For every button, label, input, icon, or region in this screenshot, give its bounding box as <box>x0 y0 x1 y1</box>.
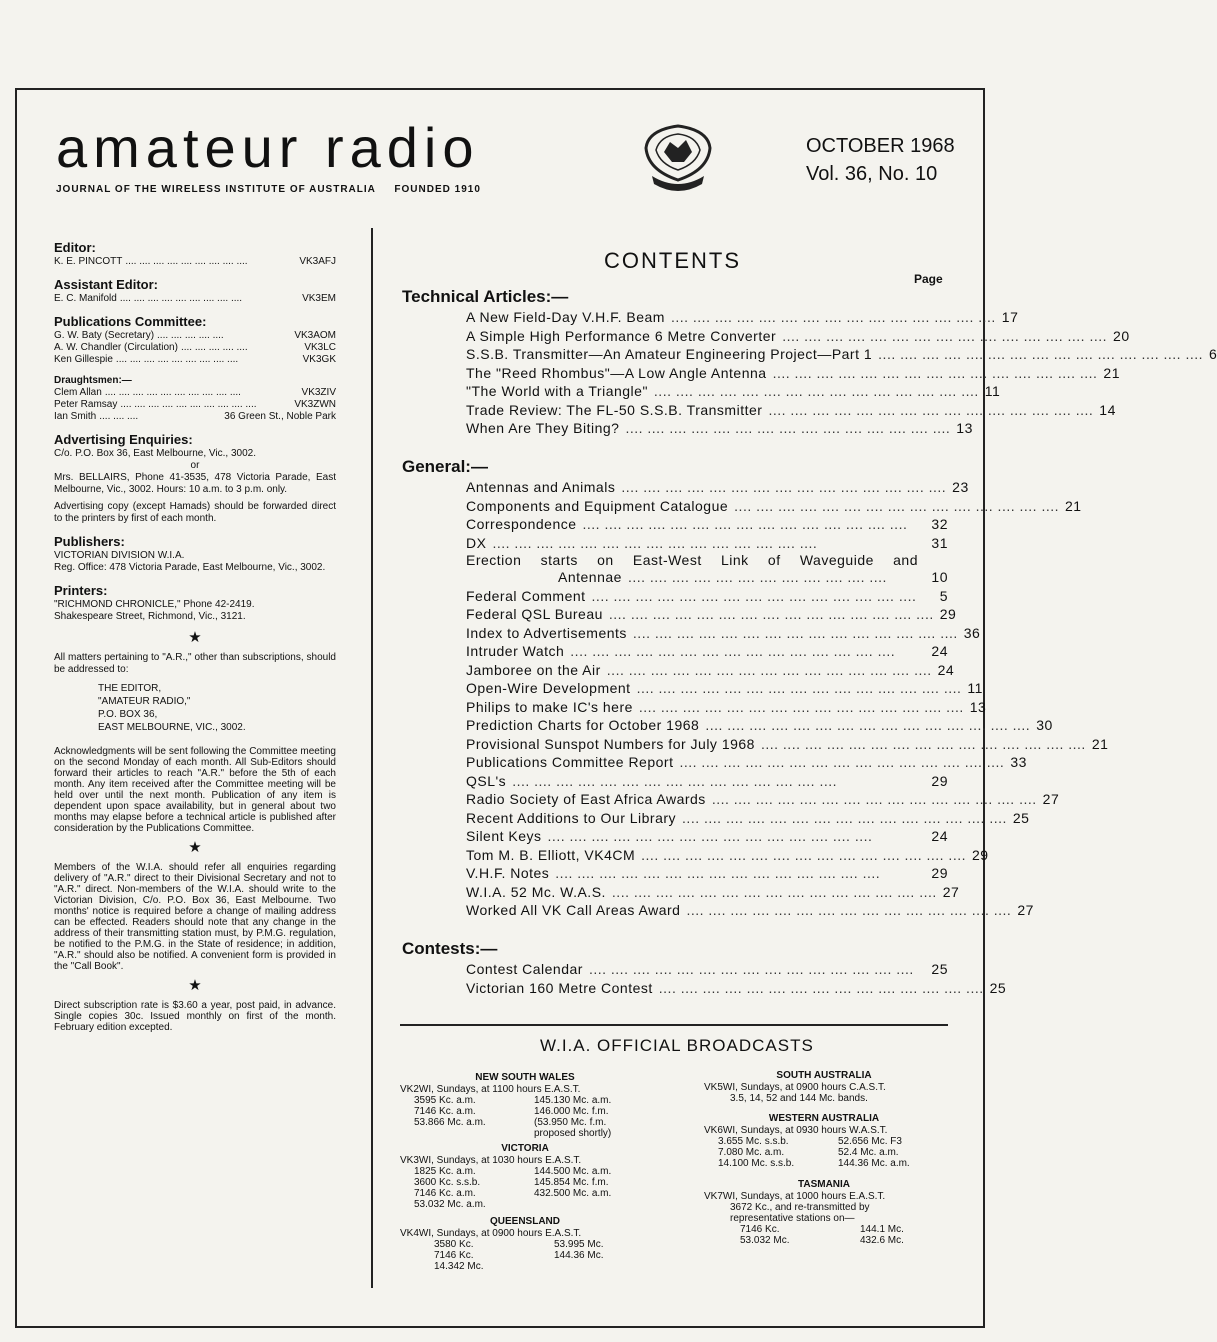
printers-heading: Printers: <box>54 583 108 598</box>
frequency: 7146 Kc. <box>434 1250 474 1261</box>
frequency-row <box>414 1177 650 1188</box>
toc-item-title: Silent Keys <box>466 828 542 844</box>
broadcasts-title: W.I.A. OFFICIAL BROADCASTS <box>540 1036 814 1055</box>
contests-section <box>402 938 1007 997</box>
advertising-or: or <box>190 460 200 471</box>
draught-address: 36 Green St., Noble Park <box>224 411 336 422</box>
toc-item <box>402 979 1007 998</box>
toc-item <box>402 772 948 791</box>
frequency: 7.080 Mc. a.m. <box>718 1147 785 1158</box>
toc-item-page: 31 <box>931 534 948 551</box>
frequency-row <box>740 1235 944 1246</box>
frequency: proposed shortly) <box>534 1128 612 1139</box>
toc-item-title: Philips to make IC's here <box>466 698 633 715</box>
toc-leader: .... .... .... .... .... .... .... .... .... .... .... .... .... .... .... <box>705 717 1031 733</box>
state-heading: SOUTH AUSTRALIA <box>776 1070 872 1081</box>
toc-leader: .... .... .... .... .... .... .... .... .... .... .... .... .... .... .... <box>512 772 838 789</box>
toc-leader: .... .... .... .... .... .... .... .... .... .... .... .... .... .... .... <box>679 754 1005 770</box>
frequency-row <box>718 1158 944 1169</box>
asst-editor-heading: Assistant Editor: <box>54 277 159 292</box>
toc-leader: .... .... .... .... .... .... .... .... .... .... .... .... .... .... .... <box>608 606 934 622</box>
toc-item-title: Antennas and Animals <box>466 479 616 495</box>
toc-leader: .... .... .... .... .... .... .... .... .... .... .... .... .... .... .... <box>638 698 964 715</box>
toc-item-title: Publications Committee Report <box>466 754 674 770</box>
toc-item <box>402 624 981 643</box>
toc-leader: .... .... .... .... .... .... .... .... .... .... .... .... .... .... .... <box>588 961 914 977</box>
address-line: EAST MELBOURNE, VIC., 3002. <box>98 722 246 733</box>
toc-leader: .... .... .... .... .... .... .... .... .... .... .... .... .... .... .... <box>641 846 966 863</box>
address-line: "AMATEUR RADIO," <box>98 696 191 707</box>
toc-leader: .... .... .... .... .... .... .... .... .... .... .... .... .... .... .... <box>734 497 1060 514</box>
station-bands: 3.5, 14, 52 and 144 Mc. bands. <box>730 1093 868 1104</box>
toc-item-page: 17 <box>1001 309 1019 325</box>
frequency-row <box>740 1224 944 1235</box>
toc-item <box>402 419 973 438</box>
toc-item <box>402 364 1120 383</box>
toc-item <box>402 735 1109 754</box>
star-divider: ★ <box>188 839 202 856</box>
toc-item-page: 25 <box>931 961 948 977</box>
toc-item <box>402 587 948 606</box>
state-heading: WESTERN AUSTRALIA <box>768 1113 880 1124</box>
toc-item-title: W.I.A. 52 Mc. W.A.S. <box>466 883 606 900</box>
frequency: 145.130 Mc. a.m. <box>534 1095 612 1106</box>
toc-leader: .... .... .... .... .... .... .... .... .... .... .... .... .... .... .... <box>760 735 1086 752</box>
frequency: 3600 Kc. s.s.b. <box>414 1177 481 1188</box>
toc-item-title: A Simple High Performance 6 Metre Converter <box>466 327 777 344</box>
toc-item-title: Contest Calendar <box>466 961 583 977</box>
toc-item-page: 10 <box>931 569 948 585</box>
advertising-copy-note: Advertising copy (except Hamads) should be forwarded direct to the printers by first of each month. <box>54 501 336 524</box>
draughtsmen-heading: Draughtsmen:— <box>54 375 132 386</box>
toc-leader: .... .... .... .... .... .... .... .... .... .... .... .... .... .... .... <box>625 420 951 436</box>
toc-item-title: Federal QSL Bureau <box>466 606 603 622</box>
toc-item-title: Tom M. B. Elliott, VK4CM <box>466 846 636 863</box>
toc-leader: .... .... .... .... .... .... .... .... .... .... .... .... .... .... .... <box>782 327 1108 344</box>
station-schedule: VK3WI, Sundays, at 1030 hours E.A.S.T. <box>400 1155 582 1166</box>
staff-column <box>54 240 336 1033</box>
toc-item-page: 29 <box>972 846 989 863</box>
toc-item-page: 33 <box>1010 754 1027 770</box>
matters-note: All matters pertaining to "A.R.," other than subscriptions, should be addressed to: <box>54 652 336 675</box>
toc-item-page: 29 <box>931 772 948 789</box>
toc-item <box>402 698 987 717</box>
state-heading: QUEENSLAND <box>489 1216 560 1227</box>
toc-leader: .... .... .... .... .... .... .... .... .... .... .... .... .... .... .... <box>878 346 1204 362</box>
toc-item-title: Antennae <box>558 569 622 585</box>
toc-item <box>402 716 1053 735</box>
toc-item-page: 24 <box>931 643 948 659</box>
issue-month: OCTOBER 1968 <box>806 135 955 157</box>
issue-volume: Vol. 36, No. 10 <box>806 163 938 185</box>
publishers-name: VICTORIAN DIVISION W.I.A. <box>54 550 185 561</box>
contests-heading: Contests:— <box>402 939 498 958</box>
toc-item-page: 25 <box>989 979 1007 996</box>
toc-item <box>402 827 948 846</box>
frequency: 14.342 Mc. <box>434 1261 484 1272</box>
asst-editor-row: E. C. Manifold .... .... .... .... .... .... .... .... .... VK3EM <box>54 293 336 304</box>
frequency: 53.995 Mc. <box>554 1239 604 1250</box>
toc-item-title: Radio Society of East Africa Awards <box>466 791 706 807</box>
frequency: 432.500 Mc. a.m. <box>534 1188 612 1199</box>
pub-name: G. W. Baty (Secretary) <box>54 330 155 341</box>
toc-item <box>402 534 948 553</box>
toc-item <box>402 753 1027 772</box>
station-schedule: VK5WI, Sundays, at 0900 hours C.A.S.T. <box>704 1082 886 1093</box>
draught-row: Peter Ramsay .... .... .... .... .... .... .... .... .... .... VK3ZWN <box>54 399 336 410</box>
toc-item-page: 23 <box>952 479 969 495</box>
toc-item-title: "The World with a Triangle" <box>466 383 648 399</box>
frequency: 144.1 Mc. <box>860 1224 904 1235</box>
toc-leader: .... .... .... .... .... .... .... .... .... .... .... .... .... .... .... <box>621 479 947 495</box>
toc-leader: .... .... .... .... .... .... .... .... .... .... .... .... .... .... .... <box>686 902 1012 918</box>
station-schedule: VK4WI, Sundays, at 0900 hours E.A.S.T. <box>400 1228 582 1239</box>
toc-item <box>402 345 1217 364</box>
station-note: 3672 Kc., and re-transmitted by <box>730 1202 870 1213</box>
printers-name: "RICHMOND CHRONICLE," Phone 42-2419. <box>54 599 255 610</box>
toc-item-title: Federal Comment <box>466 587 586 604</box>
masthead-title: amateur radio <box>56 116 480 179</box>
toc-item-page: 21 <box>1103 364 1120 381</box>
broadcast-nsw <box>400 1072 650 1272</box>
toc-leader: .... .... .... .... .... .... .... .... .... .... .... .... .... .... .... <box>547 828 873 844</box>
toc-leader: .... .... .... .... .... .... .... .... .... .... .... .... .... .... .... <box>711 791 1037 807</box>
toc-item-page: 27 <box>942 883 960 900</box>
toc-item-page: 13 <box>969 698 987 715</box>
state-heading: NEW SOUTH WALES <box>475 1072 575 1083</box>
toc-leader: .... .... .... .... .... .... .... .... .... .... .... .... .... .... .... <box>772 364 1098 381</box>
toc-item-title: Prediction Charts for October 1968 <box>466 717 700 733</box>
pub-callsign: VK3AOM <box>294 330 336 341</box>
editor-name: K. E. PINCOTT <box>54 256 123 267</box>
editor-row: K. E. PINCOTT .... .... .... .... .... .... .... .... .... VK3AFJ <box>54 256 336 267</box>
toc-item-page: 36 <box>963 624 981 641</box>
frequency-row <box>434 1261 650 1272</box>
toc-item-title: The "Reed Rhombus"—A Low Angle Antenna <box>466 364 767 381</box>
toc-item <box>402 515 948 534</box>
frequency-row <box>414 1117 650 1128</box>
advertising-heading: Advertising Enquiries: <box>54 432 193 447</box>
toc-item-page: 6 <box>1209 346 1217 362</box>
frequency: 144.500 Mc. a.m. <box>534 1166 612 1177</box>
frequency: 144.36 Mc. <box>554 1250 604 1261</box>
pub-row: G. W. Baty (Secretary) .... .... .... .... .... VK3AOM <box>54 330 336 341</box>
printers-address: Shakespeare Street, Richmond, Vic., 3121. <box>54 611 246 622</box>
wia-emblem-icon <box>638 118 718 198</box>
address-line: THE EDITOR, <box>98 683 162 694</box>
frequency <box>414 1128 534 1139</box>
frequency: 52.656 Mc. F3 <box>838 1136 902 1147</box>
frequency: 53.866 Mc. a.m. <box>414 1117 486 1128</box>
toc-item <box>402 552 948 568</box>
masthead-subtitle: JOURNAL OF THE WIRELESS INSTITUTE OF AUSTRALIA FOUNDED 1910 <box>56 184 481 195</box>
frequency: 432.6 Mc. <box>860 1235 904 1246</box>
toc-item-page: 29 <box>931 865 948 881</box>
frequency: 1825 Kc. a.m. <box>414 1166 476 1177</box>
frequency: 14.100 Mc. s.s.b. <box>718 1158 795 1169</box>
toc-item <box>402 846 989 865</box>
state-heading: VICTORIA <box>501 1143 549 1154</box>
frequency-row <box>414 1166 650 1177</box>
contents-title: CONTENTS <box>604 248 741 273</box>
pub-callsign: VK3GK <box>302 354 336 365</box>
star-divider: ★ <box>188 977 202 994</box>
draught-row: Ian Smith .... .... .... 36 Green St., Noble Park <box>54 411 336 422</box>
toc-item-page: 20 <box>1113 327 1130 344</box>
toc-item <box>402 327 1130 346</box>
frequency-row <box>414 1095 650 1106</box>
toc-item-title: Worked All VK Call Areas Award <box>466 902 681 918</box>
frequency-row <box>434 1239 650 1250</box>
toc-item-continuation <box>402 568 948 587</box>
toc-item <box>402 901 1034 920</box>
toc-leader: .... .... .... .... .... .... .... .... .... .... .... .... .... .... .... <box>632 624 958 641</box>
frequency-row <box>718 1136 944 1147</box>
page-column-label: Page <box>914 272 943 286</box>
draught-name: Ian Smith <box>54 411 97 422</box>
toc-item-page: 27 <box>1042 791 1060 807</box>
column-divider <box>371 228 373 1288</box>
editor-heading: Editor: <box>54 240 96 255</box>
toc-leader: .... .... .... .... .... .... .... .... .... .... .... .... .... .... .... <box>636 680 962 696</box>
pub-row: A. W. Chandler (Circulation) .... .... .... .... .... VK3LC <box>54 342 336 353</box>
state-heading: TASMANIA <box>797 1179 851 1190</box>
asst-editor-callsign: VK3EM <box>302 293 336 304</box>
general-section <box>402 456 1109 920</box>
acknowledgments-note: Acknowledgments will be sent following the Committee meeting on the second Monday of each month. All Sub-Editors should forward their articles to reach "A.R." before the 5th of each month. Any item received after the Committee meeting will be held over until the next month. Publication of any item is dependent upon space availability, but in general about two months may elapse before a technical article is published after consideration by the Publications Committee. <box>54 746 336 834</box>
subscription-note: Direct subscription rate is $3.60 a year, post paid, in advance. Single copies 30c. Issued monthly on first of the month. February edition excepted. <box>54 1000 336 1033</box>
toc-item <box>402 497 1082 516</box>
frequency: 7146 Kc. a.m. <box>414 1188 476 1199</box>
station-note: representative stations on— <box>730 1213 855 1224</box>
advertising-contact: Mrs. BELLAIRS, Phone 41-3535, 478 Victoria Parade, East Melbourne, Vic., 3002. Hours: 10 a.m. to 3 p.m. only. <box>54 472 336 495</box>
toc-item-title: S.S.B. Transmitter—An Amateur Engineering Project—Part 1 <box>466 346 873 362</box>
station-schedule: VK6WI, Sundays, at 0930 hours W.A.S.T. <box>704 1125 888 1136</box>
star-divider: ★ <box>188 629 202 646</box>
publishers-heading: Publishers: <box>54 534 125 549</box>
toc-item <box>402 864 948 883</box>
toc-item-page: 21 <box>1065 497 1082 514</box>
toc-item <box>402 960 948 979</box>
toc-leader: .... .... .... .... .... .... .... .... .... .... .... .... .... .... .... <box>591 587 917 604</box>
broadcast-sa <box>704 1070 944 1246</box>
toc-item-title: Erection starts on East-West Link of Waveguide and <box>466 552 918 568</box>
frequency-row <box>414 1106 650 1117</box>
frequency: (53.950 Mc. f.m. <box>534 1117 607 1128</box>
toc-item-title: A New Field-Day V.H.F. Beam <box>466 309 665 325</box>
frequency: 145.854 Mc. f.m. <box>534 1177 609 1188</box>
toc-item <box>402 642 948 661</box>
toc-item-title: Provisional Sunspot Numbers for July 1968 <box>466 735 755 752</box>
frequency: 53.032 Mc. a.m. <box>414 1199 486 1210</box>
toc-item <box>402 679 983 698</box>
toc-item-page: 24 <box>931 828 948 844</box>
toc-item-title: Components and Equipment Catalogue <box>466 497 729 514</box>
toc-item-page: 32 <box>931 516 948 532</box>
toc-item <box>402 661 955 680</box>
asst-editor-name: E. C. Manifold <box>54 293 117 304</box>
toc-item-page: 11 <box>967 680 983 696</box>
toc-item-page: 11 <box>984 383 1001 399</box>
toc-item-page: 13 <box>956 420 973 436</box>
frequency: 3580 Kc. <box>434 1239 474 1250</box>
toc-item <box>402 790 1060 809</box>
toc-item-page: 29 <box>939 606 957 622</box>
toc-item-title: V.H.F. Notes <box>466 865 550 881</box>
pub-callsign: VK3LC <box>304 342 336 353</box>
toc-item-page: 5 <box>939 587 948 604</box>
toc-item <box>402 809 1030 828</box>
toc-item-title: DX <box>466 534 487 551</box>
toc-item-title: Correspondence <box>466 516 577 532</box>
toc-item-title: Open-Wire Development <box>466 680 631 696</box>
frequency: 3595 Kc. a.m. <box>414 1095 476 1106</box>
pub-committee-heading: Publications Committee: <box>54 314 207 329</box>
toc-item-page: 24 <box>937 661 955 678</box>
toc-leader: .... .... .... .... .... .... .... .... .... .... .... .... .... .... .... <box>768 401 1094 418</box>
toc-leader: .... .... .... .... .... .... .... .... .... .... .... .... .... .... .... <box>606 661 932 678</box>
toc-item-title: When Are They Biting? <box>466 420 620 436</box>
editor-address <box>54 682 336 734</box>
toc-item-title: Trade Review: The FL-50 S.S.B. Transmitter <box>466 401 763 418</box>
frequency-row <box>414 1128 650 1139</box>
pub-name: A. W. Chandler (Circulation) <box>54 342 178 353</box>
toc-item-title: Jamboree on the Air <box>466 661 601 678</box>
toc-item-title: Intruder Watch <box>466 643 565 659</box>
pub-name: Ken Gillespie <box>54 354 113 365</box>
advertising-address: C/o. P.O. Box 36, East Melbourne, Vic., 3002. <box>54 448 256 459</box>
frequency: 52.4 Mc. a.m. <box>838 1147 899 1158</box>
toc-item <box>402 382 1001 401</box>
frequency-row <box>434 1250 650 1261</box>
toc-item <box>402 883 960 902</box>
issue-date <box>806 132 955 188</box>
members-note: Members of the W.I.A. should refer all enquiries regarding delivery of "A.R." direct to their Divisional Secretary and not to "A.R." direct. Non-members of the W.I.A. should write to the Victorian Division, C/o. P.O. Box 36, East Melbourne. Two months' notice is required before a change of mailing address can be effected. Readers should note that any change in the address of their transmitting station must, by P.M.G. regulation, be notified to the P.M.G. in the State of residence; in addition, "A.R." should also be notified. A convenient form is provided in the "Call Book". <box>54 862 336 972</box>
toc-item-title: QSL's <box>466 772 507 789</box>
general-heading: General:— <box>402 457 488 476</box>
toc-item-title: Recent Additions to Our Library <box>466 809 677 826</box>
technical-section <box>402 286 1217 438</box>
toc-item-page: 25 <box>1012 809 1030 826</box>
draught-callsign: VK3ZIV <box>301 387 336 398</box>
draught-row: Clem Allan .... .... .... .... .... .... .... .... .... .... VK3ZIV <box>54 387 336 398</box>
frequency: 7146 Kc. <box>740 1224 780 1235</box>
publishers-office: Reg. Office: 478 Victoria Parade, East Melbourne, Vic., 3002. <box>54 562 326 573</box>
toc-item <box>402 605 957 624</box>
technical-heading: Technical Articles:— <box>402 287 569 306</box>
broadcasts-divider <box>400 1024 948 1026</box>
toc-item-page: 27 <box>1017 902 1034 918</box>
toc-item-title: Victorian 160 Metre Contest <box>466 979 653 996</box>
toc-leader: .... .... .... .... .... .... .... .... .... .... .... .... .... .... .... <box>582 516 908 532</box>
toc-item-page: 21 <box>1091 735 1109 752</box>
frequency-row <box>414 1199 650 1210</box>
station-schedule: VK7WI, Sundays, at 1000 hours E.A.S.T. <box>704 1191 886 1202</box>
frequency: 53.032 Mc. <box>740 1235 790 1246</box>
toc-leader: .... .... .... .... .... .... .... .... .... .... .... .... .... .... .... <box>492 534 818 551</box>
frequency-row <box>414 1188 650 1199</box>
toc-leader: .... .... .... .... .... .... .... .... .... .... .... .... .... .... .... <box>570 643 896 659</box>
frequency: 146.000 Mc. f.m. <box>534 1106 609 1117</box>
toc-leader: .... .... .... .... .... .... .... .... .... .... .... .... <box>627 569 887 585</box>
toc-leader: .... .... .... .... .... .... .... .... .... .... .... .... .... .... .... <box>555 865 881 881</box>
toc-leader: .... .... .... .... .... .... .... .... .... .... .... .... .... .... .... <box>670 309 996 325</box>
pub-row: Ken Gillespie .... .... .... .... .... .... .... .... .... VK3GK <box>54 354 336 365</box>
draught-name: Clem Allan <box>54 387 102 398</box>
frequency: 144.36 Mc. a.m. <box>838 1158 910 1169</box>
draught-callsign: VK3ZWN <box>294 399 336 410</box>
toc-item <box>402 478 969 497</box>
frequency: 7146 Kc. a.m. <box>414 1106 476 1117</box>
toc-leader: .... .... .... .... .... .... .... .... .... .... .... .... .... .... .... <box>611 883 937 900</box>
toc-item <box>402 308 1019 327</box>
editor-callsign: VK3AFJ <box>299 256 336 267</box>
toc-item-title: Index to Advertisements <box>466 624 627 641</box>
toc-leader: .... .... .... .... .... .... .... .... .... .... .... .... .... .... .... <box>653 383 979 399</box>
toc-item-page: 30 <box>1036 717 1053 733</box>
draught-name: Peter Ramsay <box>54 399 118 410</box>
toc-leader: .... .... .... .... .... .... .... .... .... .... .... .... .... .... .... <box>658 979 984 996</box>
toc-item-page: 14 <box>1099 401 1116 418</box>
address-line: P.O. BOX 36, <box>98 709 158 720</box>
toc-item <box>402 401 1116 420</box>
toc-leader: .... .... .... .... .... .... .... .... .... .... .... .... .... .... .... <box>682 809 1007 826</box>
station-schedule: VK2WI, Sundays, at 1100 hours E.A.S.T. <box>400 1084 581 1095</box>
frequency: 3.655 Mc. s.s.b. <box>718 1136 789 1147</box>
frequency-row <box>718 1147 944 1158</box>
